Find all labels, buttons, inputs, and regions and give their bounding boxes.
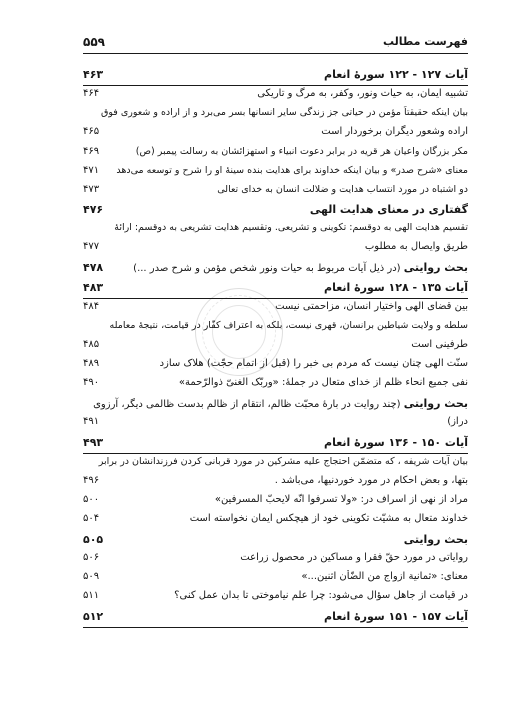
toc-entry-row <box>83 376 468 391</box>
toc-entry-row <box>83 474 468 489</box>
entry-title: دراز) <box>447 415 468 427</box>
entry-page-number: ۴۹۱ <box>83 415 100 427</box>
entry-page-number: ۴۶۹ <box>83 145 100 157</box>
entry-title: مراد از نهی از اسراف در: «ولا تسرفوا انّه لایحبّ المسرفین» <box>214 494 468 506</box>
running-header <box>83 33 468 54</box>
subheading-row <box>83 202 468 219</box>
subheading-row <box>83 396 468 413</box>
entry-page-number: ۴۶۴ <box>83 88 100 99</box>
section-heading-row <box>83 434 468 454</box>
toc-entry-row <box>83 455 468 470</box>
header-title: فهرست مطالب <box>382 35 468 48</box>
entry-title: تقسیم هدایت الهی به دوقسم: تکوینی و تشریعی. وتقسیم هدایت تشریعی به دوقسم: ارائهٔ <box>114 222 468 234</box>
header-page-number: ۵۵۹ <box>83 35 105 49</box>
entry-title: معنای «شرح صدر» و بیان اینکه خداوند برای هدایت بنده سینهٔ او را شرح و توسعه می‌دهد <box>116 164 468 176</box>
toc-entry-row <box>83 106 468 121</box>
entry-title: آیات ۱۲۷ - ۱۲۲ سورهٔ انعام <box>324 68 468 81</box>
entry-page-number: ۴۸۹ <box>83 358 100 370</box>
entry-title: بین قضای الهی واختیار انسان، مزاحمتی نیست <box>275 300 468 312</box>
entry-page-number: ۵۰۰ <box>83 494 100 506</box>
entry-page-number: ۴۷۱ <box>83 164 100 176</box>
entry-title: اراده وشعور دیگران برخوردار است <box>321 126 468 138</box>
entry-page-number: ۴۸۳ <box>83 280 104 294</box>
entry-title: نفی جمیع انحاء ظلم از خدای متعال در جملهٔ: «وربّک الغنیّ ذوالرّحمة» <box>178 377 468 389</box>
entry-title: بیان اینکه حقیقتاً مؤمن در حیاتی جز زندگی سایر انسانها بسر می‌برد و از اراده و شعوری فوق <box>101 107 468 119</box>
entry-page-number: ۴۷۳ <box>83 184 100 195</box>
toc-entry-row <box>83 164 468 179</box>
toc-entry-row <box>83 183 468 198</box>
entry-title: آیات ۱۵۰ - ۱۳۶ سورهٔ انعام <box>324 435 468 449</box>
entry-title-rest: (چند روایت در بارهٔ محبّت ظالم، انتقام از ظالم بدست ظالمی دیگر، آرزوی <box>93 398 404 410</box>
toc-entry-row <box>83 145 468 160</box>
toc-entry-row <box>83 551 468 566</box>
entry-page-number: ۴۷۶ <box>83 203 104 217</box>
entry-page-number: ۴۸۴ <box>83 300 100 312</box>
entry-title: بیان آیات شریفه ، که متضمّن احتجاج علیه مشرکین در مورد قربانی کردن فرزندانشان در برابر <box>98 455 468 467</box>
entry-title: تشبیه ایمان، به حیات ونور، وکفر، به مرگ و تاریکی <box>257 88 468 99</box>
entry-page-number: ۴۸۵ <box>83 339 100 350</box>
entry-page-number: ۴۹۶ <box>83 475 100 486</box>
entry-title: طرفینی است <box>411 339 468 350</box>
toc-entry-row <box>83 357 468 372</box>
toc-entry-row <box>83 319 468 334</box>
section-heading-row <box>83 608 468 628</box>
entry-title: روایاتی در مورد حقّ فقرا و مساکین در محصول زراعت <box>240 551 468 563</box>
entry-bold-label: بحث روایتی <box>403 260 468 274</box>
section-heading-row <box>83 279 468 299</box>
entry-title: آیات ۱۵۷ - ۱۵۱ سورهٔ انعام <box>324 610 468 624</box>
section-heading-row <box>83 66 468 86</box>
entry-page-number: ۵۰۶ <box>83 551 100 563</box>
toc-entry-row <box>83 338 468 353</box>
toc-entry-row <box>83 415 468 430</box>
toc-entry-row <box>83 87 468 102</box>
subheading-row <box>83 532 468 549</box>
entry-page-number: ۴۹۳ <box>83 435 104 449</box>
entry-page-number: ۴۷۸ <box>83 260 104 274</box>
entry-title: گفتاری در معنای هدایت الهی <box>309 203 468 217</box>
toc-entry-row <box>83 512 468 527</box>
toc-entry-row <box>83 300 468 315</box>
entry-title <box>93 397 468 412</box>
entry-title-rest: (در ذیل آیات مربوط به حیات ونور شخص مؤمن و شرح صدر ...) <box>133 262 404 274</box>
toc-entry-row <box>83 589 468 604</box>
entry-page-number: ۴۷۷ <box>83 241 100 253</box>
toc-entry-row <box>83 570 468 585</box>
entry-title: معنای: «ثمانیة ازواج من الضّأن اثنین...» <box>301 570 468 582</box>
entry-title <box>133 261 468 276</box>
entry-title: سنّت الهی چنان نیست که مردم بی خبر را (قبل از اتمام حجّت) هلاک سازد <box>159 358 468 370</box>
entry-title: دو اشتباه در مورد انتساب هدایت و ضلالت انسان به خدای تعالی <box>217 184 468 195</box>
entry-page-number: ۴۹۰ <box>83 377 100 389</box>
entry-title: در قیامت از جاهل سؤال می‌شود: چرا علم نیاموختی تا بدان عمل کنی؟ <box>174 590 468 601</box>
entry-page-number: ۵۰۵ <box>83 532 104 546</box>
entry-page-number: ۵۱۱ <box>83 590 100 601</box>
entry-page-number: ۵۰۴ <box>83 513 100 525</box>
toc-entry-row <box>83 221 468 236</box>
entry-title: بحث روایتی <box>403 532 468 546</box>
subheading-row <box>83 260 468 277</box>
entry-page-number: ۴۶۳ <box>83 68 104 81</box>
entry-page-number: ۴۶۵ <box>83 126 100 138</box>
entry-title: سلطه و ولایت شیاطین برانسان، قهری نیست، بلکه به اعتراف کفّار در قیامت، نتیجهٔ معامله <box>109 319 468 331</box>
toc-entry-row <box>83 493 468 508</box>
entry-page-number: ۵۰۹ <box>83 570 100 582</box>
entry-title: خداوند متعال به مشیّت تکوینی خود از هیچکس ایمان نخواسته است <box>189 513 468 525</box>
entry-title: بتها، و بعض احکام در مورد خوردنیها، می‌باشد . <box>274 475 468 486</box>
entry-title: آیات ۱۳۵ - ۱۲۸ سورهٔ انعام <box>324 280 468 294</box>
entry-page-number: ۵۱۲ <box>83 610 104 624</box>
toc-entry-row <box>83 240 468 255</box>
entry-bold-label: بحث روایتی <box>403 396 468 410</box>
toc-entry-row <box>83 125 468 140</box>
entry-title: مکر بزرگان واعیان هر قریه در برابر دعوت انبیاء و استهزائشان به رسالت پیمبر (ص) <box>135 145 468 157</box>
entry-title: طریق وایصال به مطلوب <box>364 241 468 253</box>
